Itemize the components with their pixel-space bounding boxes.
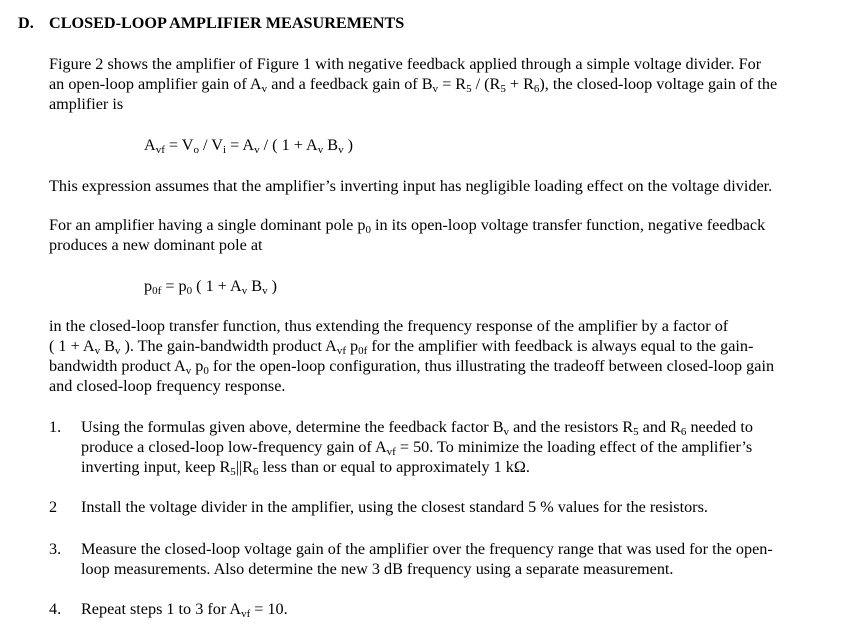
- section-number: D.: [18, 14, 34, 32]
- paragraph-line: amplifier is: [49, 95, 124, 113]
- step-number: 4.: [49, 600, 62, 618]
- paragraph-loading-note: This expression assumes that the amplifier’s inverting input has negligible loading effect on the voltage divider.: [49, 177, 773, 195]
- paragraph-line: in the closed-loop transfer function, thus extending the frequency response of the amplifier by a factor of: [49, 317, 729, 335]
- step-line: Using the formulas given above, determine the feedback factor $B_v$ and the resistors $R_5$ and $R_6$ needed to: [81, 418, 753, 438]
- step-line: inverting input, keep $R_5||R_6$ less than or equal to approximately 1 kΩ.: [81, 458, 530, 478]
- step-line: loop measurements. Also determine the new 3 dB frequency using a separate measurement.: [81, 560, 674, 578]
- paragraph-line: For an amplifier having a single dominant pole $p_0$ in its open-loop voltage transfer function, negative feedback: [49, 216, 766, 236]
- paragraph-line: produces a new dominant pole at: [49, 236, 263, 254]
- dominant-pole-equation: $p_{0f} = p_0$ ( $1 + A_v$ $B_v$ ): [144, 277, 277, 297]
- closed-loop-gain-equation: $A_{vf} = V_o / V_i = A_v$ / ( $1 + A_v$ $B_v$ ): [144, 136, 354, 156]
- step-line: produce a closed-loop low-frequency gain of $A_{vf} = 50$. To minimize the loading effect of the amplifier’s: [81, 438, 753, 458]
- paragraph-line: Figure 2 shows the amplifier of Figure 1 with negative feedback applied through a simple voltage divider. For: [49, 55, 762, 73]
- step-line: Measure the closed-loop voltage gain of the amplifier over the frequency range that was used for the open-: [81, 540, 773, 558]
- step-number: 1.: [49, 418, 62, 436]
- section-title: CLOSED-LOOP AMPLIFIER MEASUREMENTS: [49, 14, 405, 32]
- paragraph-line: an open-loop amplifier gain of $A_v$ and a feedback gain of $B_v = R_5 / (R_5 + R_6)$, the closed-loop voltage gain of the: [49, 75, 778, 95]
- paragraph-line: and closed-loop frequency response.: [49, 377, 286, 395]
- paragraph-line: bandwidth product $A_v$ $p_0$ for the open-loop configuration, thus illustrating the tradeoff between closed-loop gain: [49, 357, 775, 377]
- step-number: 2: [49, 498, 58, 516]
- step-line: Repeat steps 1 to 3 for $A_{vf} = 10$.: [81, 600, 288, 620]
- step-number: 3.: [49, 540, 62, 558]
- paragraph-line: ( $1 + A_v$ $B_v$ ). The gain-bandwidth product $A_{vf}$ $p_{0f}$ for the amplifier with feedback is always equal to the gain-: [49, 337, 754, 357]
- step-line: Install the voltage divider in the amplifier, using the closest standard 5 % values for the resistors.: [81, 498, 708, 516]
